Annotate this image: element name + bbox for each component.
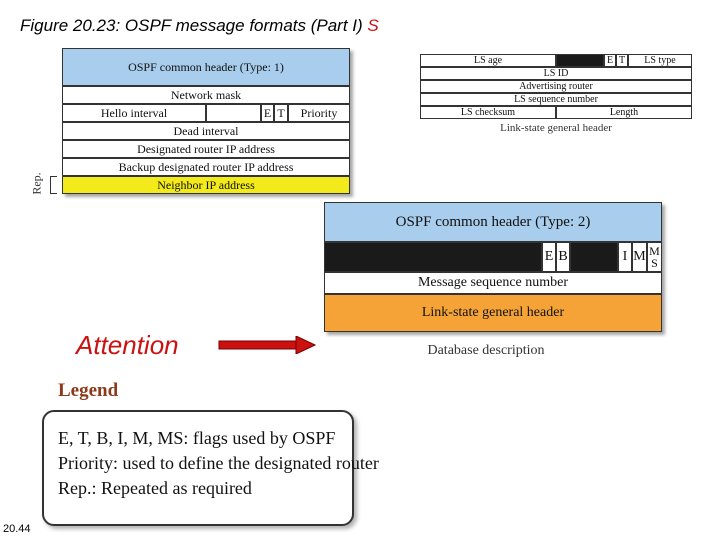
legend-box (42, 410, 379, 526)
dbd-flag-ms-s: S (651, 256, 658, 270)
dead-interval-field: Dead interval (62, 122, 350, 140)
legend-line-flags: E, T, B, I, M, MS: flags used by OSPF (58, 428, 336, 448)
ls-checksum-field: LS checksum (420, 106, 556, 119)
hello-packet-diagram (62, 48, 350, 194)
page-number: 20.44 (3, 523, 31, 535)
dbd-reserved-left (324, 242, 542, 272)
length-field: Length (556, 106, 692, 119)
rep-bracket (50, 176, 57, 194)
database-description-diagram (324, 202, 662, 332)
ls-id-field: LS ID (420, 67, 692, 80)
designated-router-field: Designated router IP address (62, 140, 350, 158)
dbd-flag-ms (647, 242, 662, 272)
legend-title: Legend (58, 380, 119, 401)
title-suffix: S (367, 16, 379, 35)
dbd-flag-e: E (542, 242, 556, 272)
hello-interval-field: Hello interval (62, 104, 206, 122)
priority-field: Priority (288, 104, 350, 122)
lsa-reserved-field (556, 54, 604, 67)
dbd-common-header: OSPF common header (Type: 2) (324, 202, 662, 242)
dbd-flag-ms-m: M (649, 244, 660, 258)
lsa-flag-t: T (616, 54, 628, 67)
dbd-reserved-right (570, 242, 618, 272)
dbd-link-state-header-field: Link-state general header (324, 294, 662, 332)
ls-sequence-number-field: LS sequence number (420, 93, 692, 106)
hello-reserved-field (206, 104, 261, 122)
advertising-router-field: Advertising router (420, 80, 692, 93)
ls-age-field: LS age (420, 54, 556, 67)
dbd-flag-i: I (618, 242, 632, 272)
legend-line-rep: Rep.: Repeated as required (58, 478, 252, 498)
lsa-flag-e: E (604, 54, 616, 67)
backup-designated-router-field: Backup designated router IP address (62, 158, 350, 176)
title-main: OSPF message formats (Part I) (120, 16, 368, 35)
attention-arrow-icon (218, 336, 316, 354)
hello-flag-t: T (274, 104, 288, 122)
neighbor-ip-field: Neighbor IP address (62, 176, 350, 194)
dbd-caption: Database description (427, 343, 545, 358)
slide-title (20, 16, 379, 36)
rep-label: Rep. (29, 172, 44, 195)
dbd-flag-b: B (556, 242, 570, 272)
lsa-header-caption: Link-state general header (500, 122, 612, 134)
hello-common-header: OSPF common header (Type: 1) (62, 48, 350, 86)
hello-flag-e: E (261, 104, 274, 122)
title-prefix: Figure 20.23: (20, 16, 121, 35)
network-mask-field: Network mask (62, 86, 350, 104)
legend-line-priority: Priority: used to define the designated router (58, 453, 379, 473)
attention-label: Attention (76, 330, 179, 360)
dbd-flag-m: M (632, 242, 647, 272)
message-sequence-number-field: Message sequence number (324, 272, 662, 294)
lsa-header-diagram (420, 54, 692, 120)
ls-type-field: LS type (628, 54, 692, 67)
